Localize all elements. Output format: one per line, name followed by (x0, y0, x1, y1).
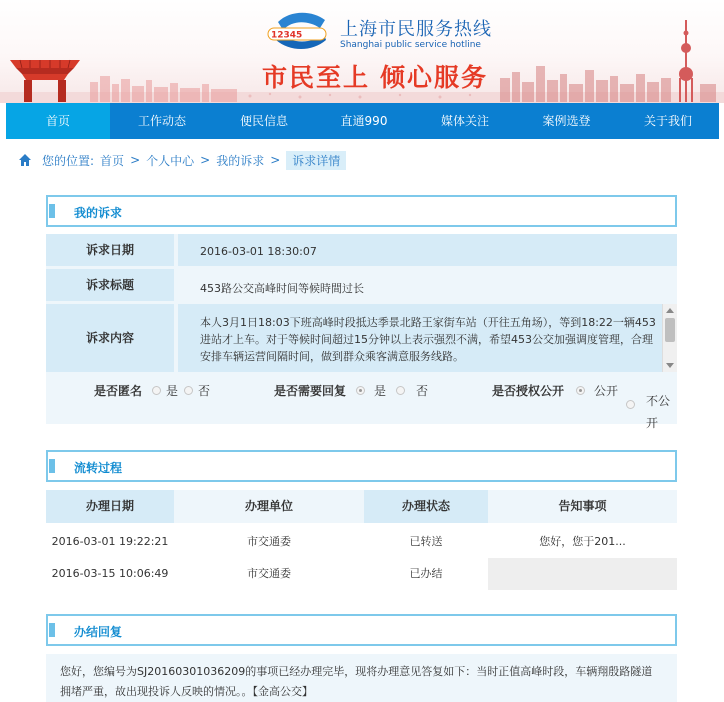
section-title: 办结回复 (74, 625, 123, 639)
need-reply-yes-label: 是 (374, 384, 387, 398)
complaint-date-value: 2016-03-01 18:30:07 (200, 245, 317, 258)
site-banner (0, 0, 724, 103)
slogan (262, 58, 488, 94)
breadcrumb-separator: > (200, 153, 211, 167)
need-reply-no-radio[interactable] (396, 382, 428, 399)
complaint-title-row (46, 269, 677, 301)
nav-item-convenience-info[interactable]: 便民信息 (239, 114, 288, 128)
nav-item-cases[interactable]: 案例选登 (542, 114, 591, 128)
process-status: 已转送 (364, 526, 488, 558)
need-reply-label: 是否需要回复 (274, 384, 347, 398)
complaint-content-value: 本人3月1日18:03下班高峰时段抵达季景北路王家街车站（开往五角场），等到18:22一辆453进站才上车。对于等候时间超过15分钟以上表示强烈不满，希望453公交加强调度管理，合理安排车辆运营间隔时间，做到群众乘客满意服务线路。 (200, 316, 656, 363)
complaint-title-cell (178, 269, 677, 301)
nav-item-home[interactable]: 首页 (6, 103, 110, 139)
public-no-label: 不公开 (646, 394, 671, 430)
anonymous-yes-radio[interactable] (152, 382, 178, 399)
nav-item-about[interactable]: 关于我们 (643, 114, 692, 128)
logo-title-en: Shanghai public service hotline (340, 40, 481, 50)
radio-dot (184, 386, 193, 395)
radio-dot (626, 400, 635, 409)
nav-item-direct-990[interactable]: 直通990 (340, 114, 388, 128)
logo-number: 12345 (271, 30, 303, 41)
breadcrumb (18, 150, 346, 170)
section-title: 流转过程 (74, 461, 123, 475)
process-notice (488, 558, 677, 590)
logo-title-cn: 上海市民服务热线 (340, 19, 492, 40)
authorize-public-label: 是否授权公开 (492, 384, 565, 398)
public-yes-label: 公开 (594, 384, 619, 398)
nav-item-work-news[interactable]: 工作动态 (137, 114, 186, 128)
complaint-options (46, 376, 677, 430)
complaint-date-cell (178, 234, 677, 266)
process-unit: 市交通委 (174, 558, 364, 590)
complaint-content-label: 诉求内容 (46, 304, 174, 372)
radio-dot-selected (576, 386, 585, 395)
process-unit: 市交通委 (174, 526, 364, 558)
process-header-status: 办理状态 (364, 490, 488, 523)
process-date: 2016-03-15 10:06:49 (46, 558, 174, 590)
public-yes-radio[interactable] (576, 382, 618, 399)
breadcrumb-separator: > (130, 153, 141, 167)
breadcrumb-personal-center[interactable]: 个人中心 (146, 153, 195, 168)
slogan-left: 市民至上 (262, 63, 371, 92)
anonymous-no-label: 否 (198, 384, 211, 398)
breadcrumb-home[interactable]: 首页 (100, 153, 125, 168)
scroll-up-icon[interactable] (666, 308, 674, 313)
breadcrumb-prefix: 您的位置: (42, 153, 95, 168)
complaint-title-label: 诉求标题 (46, 269, 174, 301)
complaint-date-row (46, 234, 677, 266)
section-title: 我的诉求 (74, 206, 123, 220)
radio-dot (152, 386, 161, 395)
main-nav (6, 103, 719, 139)
need-reply-no-label: 否 (416, 384, 429, 398)
anonymous-no-radio[interactable] (184, 382, 210, 399)
process-date: 2016-03-01 19:22:21 (46, 526, 174, 558)
scroll-thumb[interactable] (665, 318, 675, 342)
complaint-date-label: 诉求日期 (46, 234, 174, 266)
process-header-date: 办理日期 (46, 490, 174, 523)
scroll-down-icon[interactable] (666, 363, 674, 368)
process-notice[interactable]: 您好，您于201... (488, 526, 677, 558)
slogan-right: 倾心服务 (380, 63, 489, 92)
breadcrumb-separator: > (270, 153, 281, 167)
breadcrumb-my-complaints[interactable]: 我的诉求 (216, 153, 265, 168)
radio-dot (396, 386, 405, 395)
process-header-unit: 办理单位 (174, 490, 364, 523)
complaint-content-row (46, 304, 677, 372)
process-status: 已办结 (364, 558, 488, 590)
anonymous-yes-label: 是 (166, 384, 179, 398)
public-no-radio[interactable] (626, 382, 678, 430)
breadcrumb-current: 诉求详情 (286, 151, 346, 170)
nav-item-media[interactable]: 媒体关注 (440, 114, 489, 128)
complaint-content-cell[interactable] (178, 304, 677, 372)
anonymous-label: 是否匿名 (94, 384, 143, 398)
complaint-title-value: 453路公交高峰时间等候時間过长 (200, 282, 364, 295)
complaint-content-scrollbar[interactable] (662, 304, 677, 372)
need-reply-yes-radio[interactable] (356, 382, 386, 399)
home-icon (18, 153, 32, 167)
section-result-reply (46, 614, 677, 646)
section-my-complaint (46, 195, 677, 227)
result-reply-text: 您好，您编号为SJ20160301036209的事项已经办理完毕，现将办理意见答复如下：当时正值高峰时段，车辆翔殷路隧道拥堵严重，故出现投诉人反映的情况。。【金高公交】 (46, 654, 677, 702)
section-process (46, 450, 677, 482)
process-header-notice: 告知事项 (488, 490, 677, 523)
radio-dot-selected (356, 386, 365, 395)
complaint-detail-table (46, 234, 677, 430)
